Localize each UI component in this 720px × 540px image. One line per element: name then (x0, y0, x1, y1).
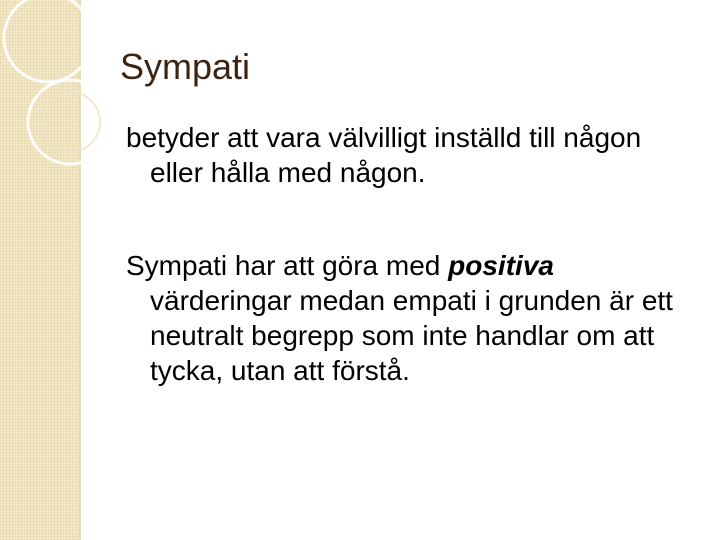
slide-title: Sympati (120, 46, 251, 87)
definition-text: betyder att vara välvilligt inställd till någon eller hålla med någon. (126, 122, 642, 188)
comparison-text-end: värderingar medan empati i grunden är ett neutralt begrepp som inte handlar om att tycka, utan att förstå. (150, 285, 673, 386)
comparison-text (126, 248, 686, 388)
comparison-paragraph (126, 248, 686, 388)
comparison-text-start: Sympati har att göra med (126, 250, 449, 281)
emphasis-positiva: positiva (448, 250, 554, 281)
definition-paragraph (126, 120, 686, 190)
